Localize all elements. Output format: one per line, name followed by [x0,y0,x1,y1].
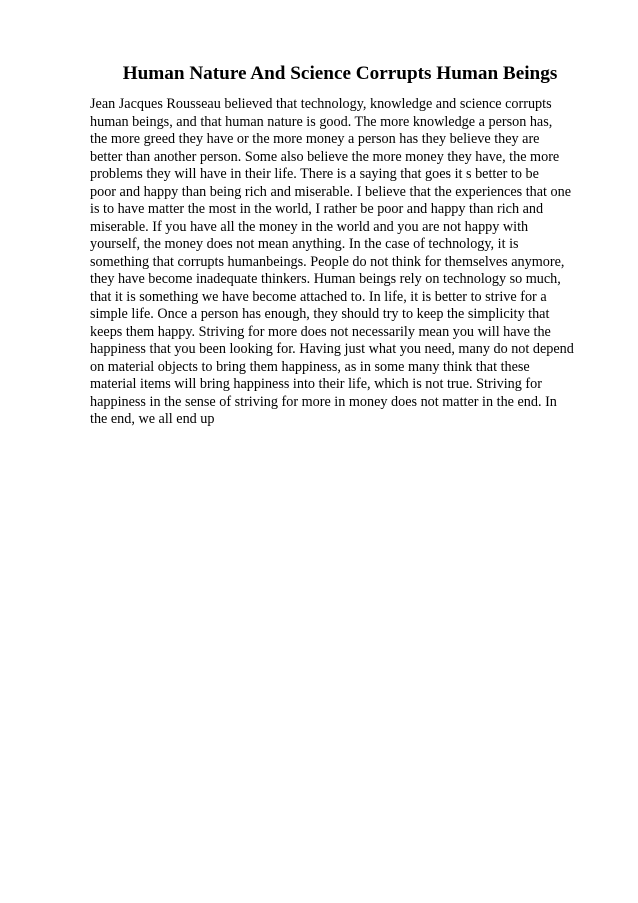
body-line: that it is something we have become attached to. In life, it is better to strive for a [90,288,547,305]
document-body [90,96,600,429]
body-line: simple life. Once a person has enough, they should try to keep the simplicity that [90,306,550,322]
body-line: on material objects to bring them happiness, as in some many think that these [90,358,530,375]
body-line: something that corrupts humanbeings. People do not think for themselves anymore, [90,253,565,270]
body-line: happiness in the sense of striving for more in money does not matter in the end. In [90,393,557,410]
body-line: is to have matter the most in the world, I rather be poor and happy than rich and [90,201,544,217]
document-title: Human Nature And Science Corrupts Human Beings [122,63,558,84]
body-line: they have become inadequate thinkers. Human beings rely on technology so much, [90,271,561,287]
body-line: the end, we all end up [90,411,215,427]
body-line: poor and happy than being rich and miserable. I believe that the experiences that one [90,183,572,200]
body-line: human beings, and that human nature is good. The more knowledge a person has, [90,113,553,130]
body-line: happiness that you been looking for. Having just what you need, many do not depend [90,341,574,357]
body-line: Jean Jacques Rousseau believed that technology, knowledge and science corrupts [90,96,552,112]
body-line: miserable. If you have all the money in the world and you are not happy with [90,218,529,235]
body-line: better than another person. Some also believe the more money they have, the more [90,148,560,165]
body-line: keeps them happy. Striving for more does not necessarily mean you will have the [90,323,551,340]
body-line: the more greed they have or the more money a person has they believe they are [90,131,540,147]
body-line: material items will bring happiness into their life, which is not true. Striving for [90,376,542,392]
body-line: problems they will have in their life. There is a saying that goes it s better to be [90,166,539,182]
body-line: yourself, the money does not mean anything. In the case of technology, it is [90,236,519,252]
